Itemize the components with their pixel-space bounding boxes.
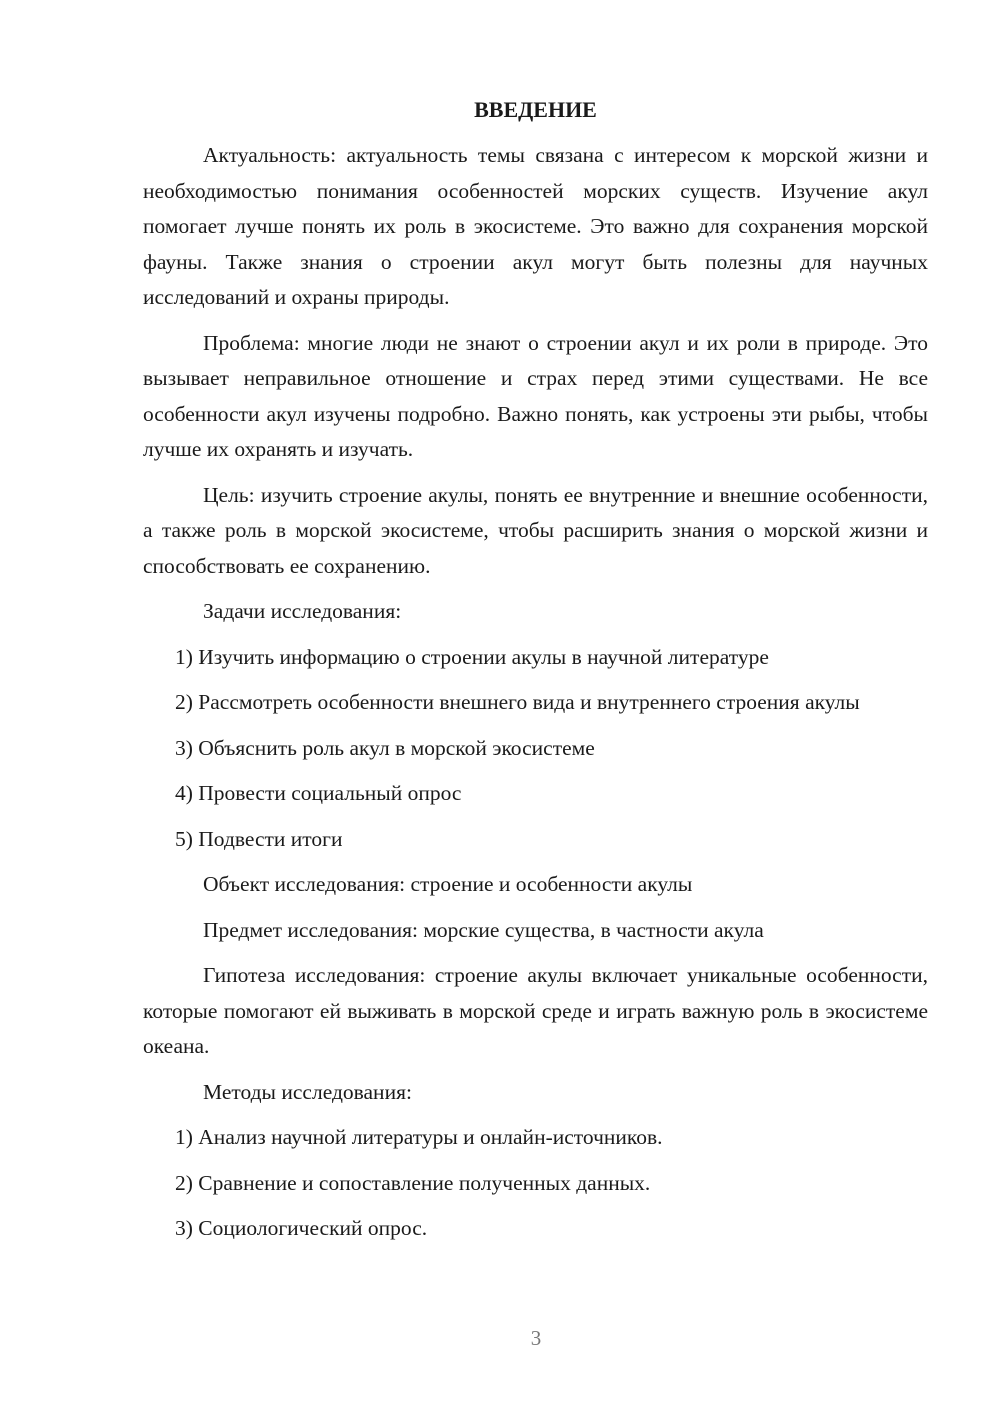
task-item: 5) Подвести итоги [175, 826, 343, 851]
tasks-heading: Задачи исследования: [203, 599, 402, 623]
relevance-paragraph: Актуальность: актуальность темы связана с интересом к морской жизни и необходимостью понимания особенностей морских существ. Изучение акул помогает лучше понять их роль в экосистеме. Это важно для сохранения морской фауны. Также знания о строении акул могут быть полезны для научных исследований и охраны природы. [143, 143, 928, 309]
method-item: 2) Сравнение и сопоставление полученных данных. [175, 1170, 651, 1195]
methods-heading: Методы исследования: [203, 1079, 412, 1104]
task-item: 4) Провести социальный опрос [175, 781, 462, 805]
task-item: 1) Изучить информацию о строении акулы в научной литературе [175, 644, 769, 669]
page-number: 3 [530, 1326, 542, 1350]
document-page [143, 92, 928, 1257]
problem-paragraph: Проблема: многие люди не знают о строении акул и их роли в природе. Это вызывает неправильное отношение и страх перед этими существами. Не все особенности акул изучены подробно. Важно понять, как устроены эти рыбы, чтобы лучше их охранять и изучать. [143, 330, 928, 461]
method-item: 3) Социологический опрос. [175, 1216, 428, 1240]
object-paragraph: Объект исследования: строение и особенности акулы [203, 872, 693, 896]
task-item: 3) Объяснить роль акул в морской экосистеме [175, 735, 595, 760]
goal-paragraph: Цель: изучить строение акулы, понять ее внутренние и внешние особенности, а также роль в морской экосистеме, чтобы расширить знания о морской жизни и способствовать ее сохранению. [143, 482, 928, 578]
task-item: 2) Рассмотреть особенности внешнего вида и внутреннего строения акулы [175, 690, 860, 714]
method-item: 1) Анализ научной литературы и онлайн-источников. [175, 1125, 663, 1149]
page-title: ВВЕДЕНИЕ [474, 97, 597, 122]
hypothesis-paragraph: Гипотеза исследования: строение акулы включает уникальные особенности, которые помогают ей выживать в морской среде и играть важную роль в экосистеме океана. [143, 963, 928, 1058]
subject-paragraph: Предмет исследования: морские существа, в частности акула [203, 917, 764, 942]
